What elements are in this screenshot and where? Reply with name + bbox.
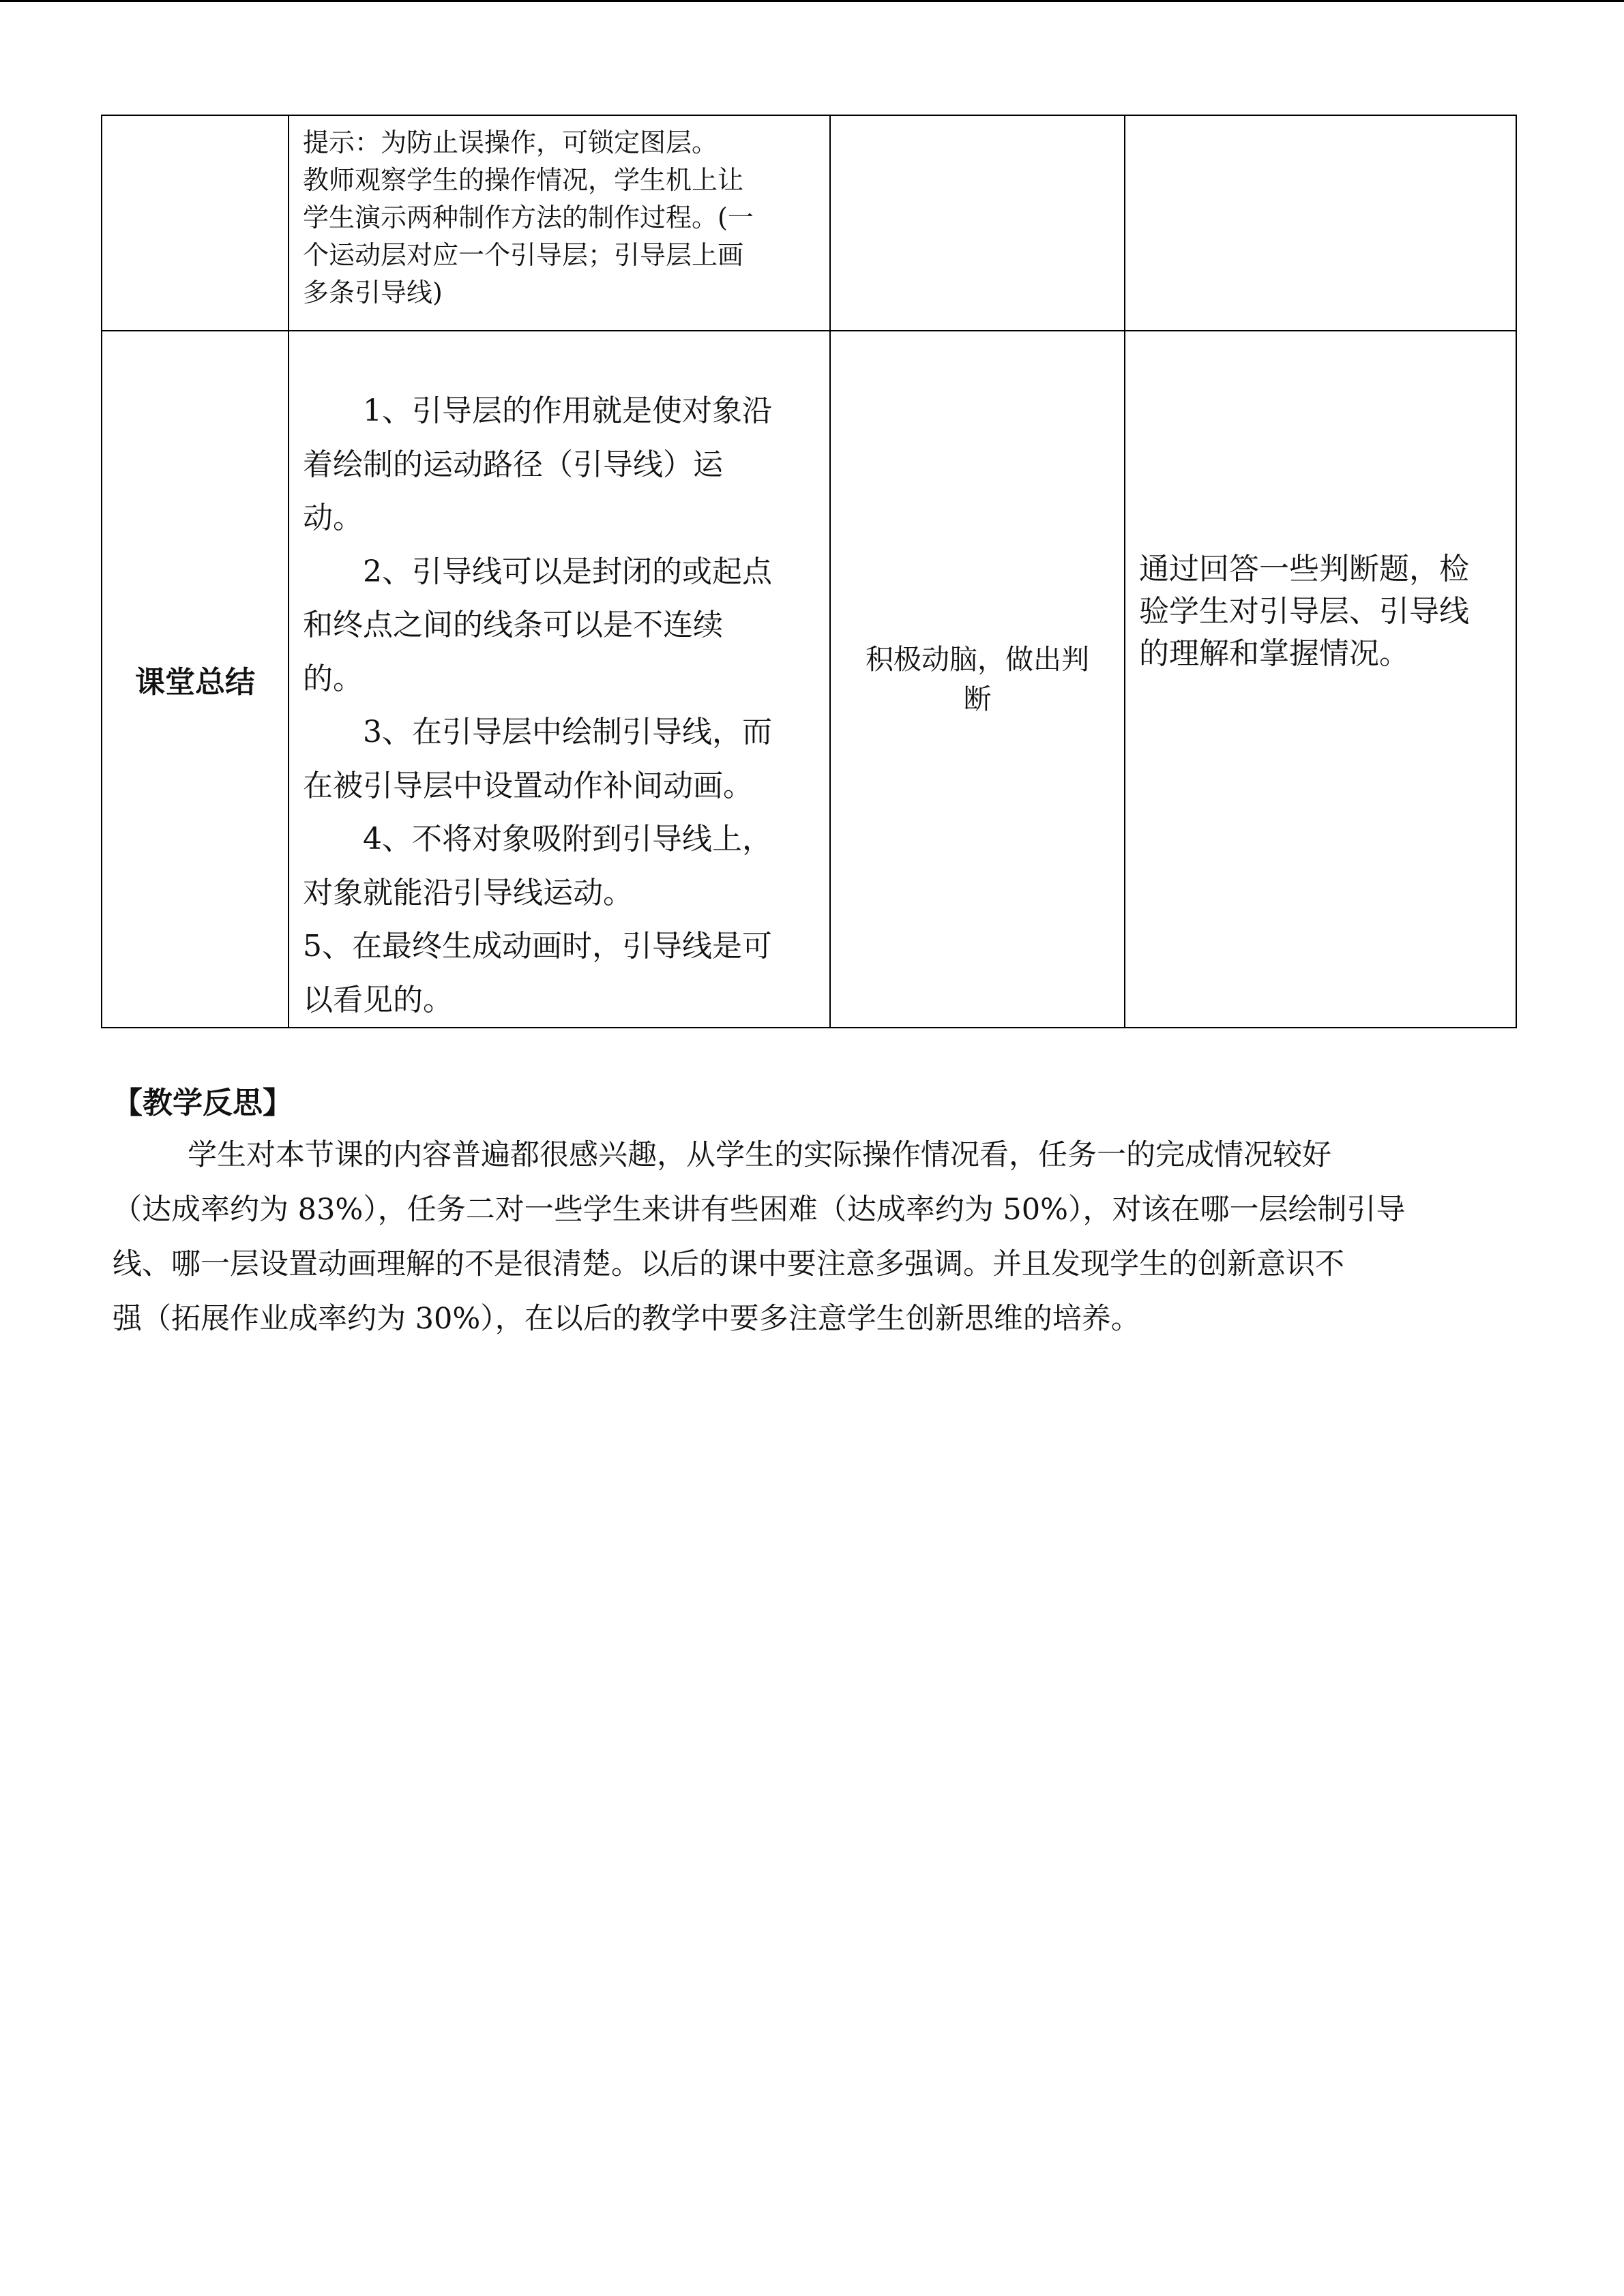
summary-design-intent-cell — [1125, 331, 1516, 1028]
summary-student-activity-cell — [830, 331, 1125, 1028]
summary-line: 和终点之间的线条可以是不连续 — [303, 608, 723, 642]
design-intent-line: 通过回答一些判断题，检 — [1139, 552, 1469, 586]
reflection-line: 强（拓展作业成率约为 30%），在以后的教学中要多注意学生创新思维的培养。 — [113, 1302, 1140, 1336]
page-top-border — [0, 0, 1624, 2]
reflection-heading: 【教学反思】 — [113, 1086, 293, 1120]
content-line: 提示：为防止误操作，可锁定图层。 — [303, 128, 718, 158]
summary-line: 以看见的。 — [303, 982, 453, 1017]
reflection-line: 学生对本节课的内容普遍都很感兴趣，从学生的实际操作情况看，任务一的完成情况较好 — [188, 1138, 1331, 1172]
reflection-line: 线、哪一层设置动画理解的不是很清楚。以后的课中要注意多强调。并且发现学生的创新意识不 — [113, 1247, 1344, 1281]
content-line: 个运动层对应一个引导层；引导层上画 — [303, 240, 744, 270]
summary-line: 的。 — [303, 661, 363, 696]
content-line: 多条引导线) — [303, 278, 443, 308]
design-intent-cell — [1125, 115, 1516, 331]
content-line: 学生演示两种制作方法的制作过程。(一 — [303, 203, 754, 233]
table-row-summary — [102, 331, 1516, 1028]
reflection-paragraph — [113, 1128, 1518, 1346]
teaching-reflection-section — [113, 1079, 1518, 1346]
teaching-content-cell — [289, 115, 830, 331]
stage-label-cell — [102, 115, 289, 331]
student-activity-line: 断 — [963, 683, 992, 715]
student-activity-cell — [830, 115, 1125, 331]
content-line: 教师观察学生的操作情况，学生机上让 — [303, 165, 744, 195]
summary-line: 2、引导线可以是封闭的或起点 — [363, 554, 772, 589]
lesson-plan-table — [101, 115, 1517, 1028]
reflection-line: （达成率约为 83%），任务二对一些学生来讲有些困难（达成率约为 50%），对该在哪一层绘制引导 — [113, 1193, 1406, 1227]
summary-line: 动。 — [303, 501, 363, 535]
table-row-operation — [102, 115, 1516, 331]
summary-line: 1、引导层的作用就是使对象沿 — [363, 393, 772, 428]
summary-line: 3、在引导层中绘制引导线，而 — [363, 715, 772, 749]
student-activity-line: 积极动脑，做出判 — [866, 643, 1089, 676]
summary-line: 在被引导层中设置动作补间动画。 — [303, 768, 753, 803]
summary-line: 对象就能沿引导线运动。 — [303, 875, 633, 910]
summary-content-cell — [289, 331, 830, 1028]
stage-label-summary: 课堂总结 — [102, 331, 289, 1028]
design-intent-line: 的理解和掌握情况。 — [1139, 636, 1409, 671]
design-intent-line: 验学生对引导层、引导线 — [1139, 594, 1469, 629]
summary-line: 4、不将对象吸附到引导线上， — [363, 822, 772, 856]
summary-line: 5、在最终生成动画时，引导线是可 — [303, 929, 772, 964]
summary-line: 着绘制的运动路径（引导线）运 — [303, 447, 723, 482]
